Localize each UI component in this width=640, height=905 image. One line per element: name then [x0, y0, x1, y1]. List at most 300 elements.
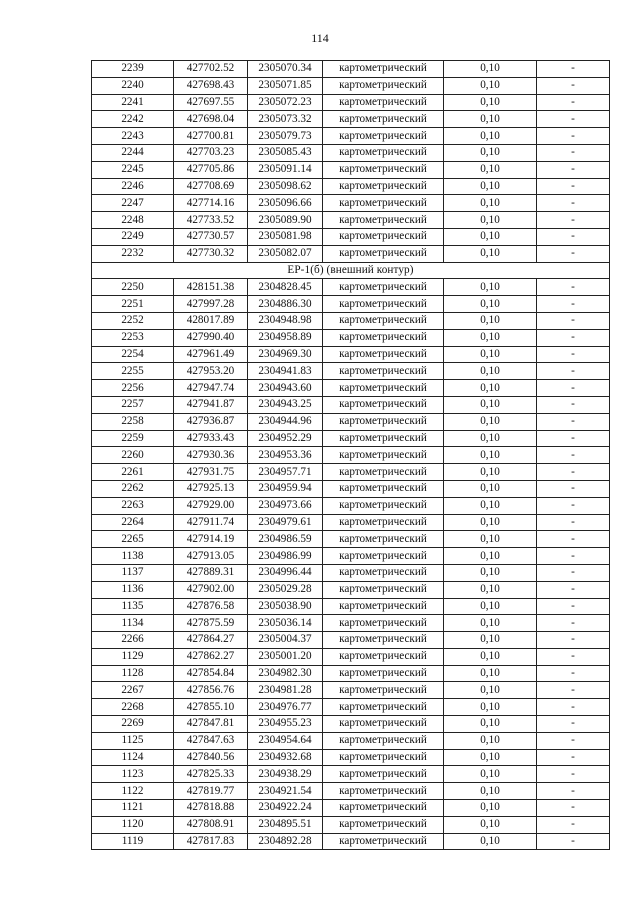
method-cell: картометрический	[323, 732, 444, 749]
point-number-cell: 2250	[92, 279, 174, 296]
table-row	[92, 514, 610, 531]
x-coordinate-cell: 427911.74	[174, 514, 248, 531]
accuracy-cell: 0,10	[444, 245, 537, 262]
y-coordinate-cell: 2305029.28	[248, 581, 323, 598]
table-row	[92, 632, 610, 649]
table-row	[92, 228, 610, 245]
point-number-cell: 2265	[92, 531, 174, 548]
method-cell: картометрический	[323, 531, 444, 548]
point-number-cell: 1128	[92, 665, 174, 682]
y-coordinate-cell: 2304921.54	[248, 783, 323, 800]
x-coordinate-cell: 427997.28	[174, 296, 248, 313]
accuracy-cell: 0,10	[444, 363, 537, 380]
note-cell: -	[537, 716, 610, 733]
method-cell: картометрический	[323, 648, 444, 665]
point-number-cell: 2249	[92, 228, 174, 245]
y-coordinate-cell: 2305079.73	[248, 128, 323, 145]
method-cell: картометрический	[323, 800, 444, 817]
section-header-row	[92, 262, 610, 279]
y-coordinate-cell: 2305004.37	[248, 632, 323, 649]
table-row	[92, 161, 610, 178]
y-coordinate-cell: 2304932.68	[248, 749, 323, 766]
note-cell: -	[537, 279, 610, 296]
y-coordinate-cell: 2305081.98	[248, 228, 323, 245]
table-row	[92, 296, 610, 313]
note-cell: -	[537, 464, 610, 481]
point-number-cell: 1122	[92, 783, 174, 800]
point-number-cell: 2259	[92, 430, 174, 447]
x-coordinate-cell: 427941.87	[174, 396, 248, 413]
x-coordinate-cell: 427854.84	[174, 665, 248, 682]
method-cell: картометрический	[323, 598, 444, 615]
note-cell: -	[537, 430, 610, 447]
table-row	[92, 581, 610, 598]
point-number-cell: 2251	[92, 296, 174, 313]
x-coordinate-cell: 427855.10	[174, 699, 248, 716]
y-coordinate-cell: 2305082.07	[248, 245, 323, 262]
y-coordinate-cell: 2304979.61	[248, 514, 323, 531]
note-cell: -	[537, 178, 610, 195]
accuracy-cell: 0,10	[444, 413, 537, 430]
method-cell: картометрический	[323, 413, 444, 430]
accuracy-cell: 0,10	[444, 480, 537, 497]
table-row	[92, 497, 610, 514]
x-coordinate-cell: 427947.74	[174, 380, 248, 397]
table-row	[92, 648, 610, 665]
accuracy-cell: 0,10	[444, 279, 537, 296]
table-row	[92, 312, 610, 329]
method-cell: картометрический	[323, 61, 444, 78]
point-number-cell: 1134	[92, 615, 174, 632]
note-cell: -	[537, 212, 610, 229]
x-coordinate-cell: 427925.13	[174, 480, 248, 497]
y-coordinate-cell: 2305085.43	[248, 144, 323, 161]
y-coordinate-cell: 2304828.45	[248, 279, 323, 296]
point-number-cell: 2244	[92, 144, 174, 161]
x-coordinate-cell: 427929.00	[174, 497, 248, 514]
x-coordinate-cell: 427930.36	[174, 447, 248, 464]
point-number-cell: 2243	[92, 128, 174, 145]
x-coordinate-cell: 427847.81	[174, 716, 248, 733]
table-row	[92, 346, 610, 363]
accuracy-cell: 0,10	[444, 682, 537, 699]
note-cell: -	[537, 732, 610, 749]
point-number-cell: 1138	[92, 548, 174, 565]
x-coordinate-cell: 427933.43	[174, 430, 248, 447]
y-coordinate-cell: 2305038.90	[248, 598, 323, 615]
note-cell: -	[537, 581, 610, 598]
point-number-cell: 2260	[92, 447, 174, 464]
accuracy-cell: 0,10	[444, 380, 537, 397]
note-cell: -	[537, 111, 610, 128]
y-coordinate-cell: 2304955.23	[248, 716, 323, 733]
x-coordinate-cell: 427703.23	[174, 144, 248, 161]
accuracy-cell: 0,10	[444, 430, 537, 447]
method-cell: картометрический	[323, 161, 444, 178]
table-row	[92, 329, 610, 346]
method-cell: картометрический	[323, 548, 444, 565]
point-number-cell: 2269	[92, 716, 174, 733]
x-coordinate-cell: 427953.20	[174, 363, 248, 380]
note-cell: -	[537, 564, 610, 581]
accuracy-cell: 0,10	[444, 766, 537, 783]
note-cell: -	[537, 548, 610, 565]
method-cell: картометрический	[323, 632, 444, 649]
note-cell: -	[537, 413, 610, 430]
point-number-cell: 2263	[92, 497, 174, 514]
note-cell: -	[537, 346, 610, 363]
point-number-cell: 2257	[92, 396, 174, 413]
note-cell: -	[537, 682, 610, 699]
point-number-cell: 2245	[92, 161, 174, 178]
note-cell: -	[537, 144, 610, 161]
accuracy-cell: 0,10	[444, 598, 537, 615]
note-cell: -	[537, 380, 610, 397]
table-row	[92, 732, 610, 749]
point-number-cell: 1119	[92, 833, 174, 850]
y-coordinate-cell: 2304981.28	[248, 682, 323, 699]
table-row	[92, 77, 610, 94]
y-coordinate-cell: 2305070.34	[248, 61, 323, 78]
method-cell: картометрический	[323, 430, 444, 447]
method-cell: картометрический	[323, 363, 444, 380]
x-coordinate-cell: 427856.76	[174, 682, 248, 699]
method-cell: картометрический	[323, 396, 444, 413]
accuracy-cell: 0,10	[444, 296, 537, 313]
accuracy-cell: 0,10	[444, 749, 537, 766]
table-row	[92, 531, 610, 548]
note-cell: -	[537, 329, 610, 346]
y-coordinate-cell: 2304969.30	[248, 346, 323, 363]
accuracy-cell: 0,10	[444, 161, 537, 178]
method-cell: картометрический	[323, 464, 444, 481]
accuracy-cell: 0,10	[444, 531, 537, 548]
note-cell: -	[537, 665, 610, 682]
x-coordinate-cell: 427840.56	[174, 749, 248, 766]
section-title: ЕР-1(б) (внешний контур)	[92, 262, 610, 279]
table-row	[92, 716, 610, 733]
x-coordinate-cell: 427847.63	[174, 732, 248, 749]
x-coordinate-cell: 427697.55	[174, 94, 248, 111]
table-row	[92, 363, 610, 380]
method-cell: картометрический	[323, 212, 444, 229]
x-coordinate-cell: 427705.86	[174, 161, 248, 178]
table-row	[92, 380, 610, 397]
table-row	[92, 61, 610, 78]
table-row	[92, 682, 610, 699]
table-row	[92, 464, 610, 481]
method-cell: картометрический	[323, 77, 444, 94]
method-cell: картометрический	[323, 128, 444, 145]
y-coordinate-cell: 2305098.62	[248, 178, 323, 195]
y-coordinate-cell: 2304943.25	[248, 396, 323, 413]
table-row	[92, 128, 610, 145]
accuracy-cell: 0,10	[444, 111, 537, 128]
note-cell: -	[537, 766, 610, 783]
point-number-cell: 1124	[92, 749, 174, 766]
y-coordinate-cell: 2304886.30	[248, 296, 323, 313]
note-cell: -	[537, 816, 610, 833]
accuracy-cell: 0,10	[444, 396, 537, 413]
point-number-cell: 2252	[92, 312, 174, 329]
x-coordinate-cell: 427700.81	[174, 128, 248, 145]
note-cell: -	[537, 161, 610, 178]
method-cell: картометрический	[323, 816, 444, 833]
table-row	[92, 615, 610, 632]
x-coordinate-cell: 427730.57	[174, 228, 248, 245]
note-cell: -	[537, 632, 610, 649]
method-cell: картометрический	[323, 329, 444, 346]
point-number-cell: 1125	[92, 732, 174, 749]
x-coordinate-cell: 427990.40	[174, 329, 248, 346]
point-number-cell: 2248	[92, 212, 174, 229]
table-row	[92, 749, 610, 766]
note-cell: -	[537, 312, 610, 329]
note-cell: -	[537, 228, 610, 245]
method-cell: картометрический	[323, 195, 444, 212]
y-coordinate-cell: 2304943.60	[248, 380, 323, 397]
accuracy-cell: 0,10	[444, 195, 537, 212]
y-coordinate-cell: 2305089.90	[248, 212, 323, 229]
accuracy-cell: 0,10	[444, 648, 537, 665]
method-cell: картометрический	[323, 94, 444, 111]
point-number-cell: 2253	[92, 329, 174, 346]
table-row	[92, 447, 610, 464]
y-coordinate-cell: 2304948.98	[248, 312, 323, 329]
point-number-cell: 2267	[92, 682, 174, 699]
table-row	[92, 598, 610, 615]
note-cell: -	[537, 699, 610, 716]
table-row	[92, 94, 610, 111]
x-coordinate-cell: 427733.52	[174, 212, 248, 229]
method-cell: картометрический	[323, 581, 444, 598]
x-coordinate-cell: 427702.52	[174, 61, 248, 78]
y-coordinate-cell: 2304986.99	[248, 548, 323, 565]
accuracy-cell: 0,10	[444, 581, 537, 598]
note-cell: -	[537, 128, 610, 145]
method-cell: картометрический	[323, 749, 444, 766]
method-cell: картометрический	[323, 447, 444, 464]
accuracy-cell: 0,10	[444, 346, 537, 363]
note-cell: -	[537, 648, 610, 665]
y-coordinate-cell: 2304895.51	[248, 816, 323, 833]
note-cell: -	[537, 833, 610, 850]
y-coordinate-cell: 2304976.77	[248, 699, 323, 716]
point-number-cell: 2241	[92, 94, 174, 111]
method-cell: картометрический	[323, 699, 444, 716]
method-cell: картометрический	[323, 833, 444, 850]
accuracy-cell: 0,10	[444, 94, 537, 111]
point-number-cell: 1123	[92, 766, 174, 783]
accuracy-cell: 0,10	[444, 312, 537, 329]
y-coordinate-cell: 2304973.66	[248, 497, 323, 514]
accuracy-cell: 0,10	[444, 61, 537, 78]
table-row	[92, 430, 610, 447]
accuracy-cell: 0,10	[444, 464, 537, 481]
method-cell: картометрический	[323, 178, 444, 195]
method-cell: картометрический	[323, 783, 444, 800]
y-coordinate-cell: 2304954.64	[248, 732, 323, 749]
point-number-cell: 2266	[92, 632, 174, 649]
point-number-cell: 1121	[92, 800, 174, 817]
x-coordinate-cell: 427819.77	[174, 783, 248, 800]
x-coordinate-cell: 427808.91	[174, 816, 248, 833]
x-coordinate-cell: 427931.75	[174, 464, 248, 481]
y-coordinate-cell: 2304922.24	[248, 800, 323, 817]
accuracy-cell: 0,10	[444, 699, 537, 716]
point-number-cell: 2232	[92, 245, 174, 262]
y-coordinate-cell: 2305072.23	[248, 94, 323, 111]
note-cell: -	[537, 480, 610, 497]
method-cell: картометрический	[323, 279, 444, 296]
accuracy-cell: 0,10	[444, 144, 537, 161]
accuracy-cell: 0,10	[444, 497, 537, 514]
table-row	[92, 548, 610, 565]
table-row	[92, 144, 610, 161]
y-coordinate-cell: 2304958.89	[248, 329, 323, 346]
x-coordinate-cell: 427698.43	[174, 77, 248, 94]
accuracy-cell: 0,10	[444, 212, 537, 229]
point-number-cell: 1120	[92, 816, 174, 833]
table-row	[92, 766, 610, 783]
y-coordinate-cell: 2304944.96	[248, 413, 323, 430]
point-number-cell: 2242	[92, 111, 174, 128]
method-cell: картометрический	[323, 380, 444, 397]
accuracy-cell: 0,10	[444, 732, 537, 749]
y-coordinate-cell: 2305091.14	[248, 161, 323, 178]
method-cell: картометрический	[323, 296, 444, 313]
point-number-cell: 1129	[92, 648, 174, 665]
method-cell: картометрический	[323, 346, 444, 363]
point-number-cell: 2256	[92, 380, 174, 397]
x-coordinate-cell: 427936.87	[174, 413, 248, 430]
accuracy-cell: 0,10	[444, 178, 537, 195]
accuracy-cell: 0,10	[444, 632, 537, 649]
table-row	[92, 245, 610, 262]
accuracy-cell: 0,10	[444, 447, 537, 464]
table-row	[92, 699, 610, 716]
point-number-cell: 2264	[92, 514, 174, 531]
table-row	[92, 564, 610, 581]
y-coordinate-cell: 2305036.14	[248, 615, 323, 632]
y-coordinate-cell: 2304952.29	[248, 430, 323, 447]
y-coordinate-cell: 2304959.94	[248, 480, 323, 497]
table-row	[92, 178, 610, 195]
accuracy-cell: 0,10	[444, 128, 537, 145]
x-coordinate-cell: 427875.59	[174, 615, 248, 632]
method-cell: картометрический	[323, 766, 444, 783]
note-cell: -	[537, 749, 610, 766]
accuracy-cell: 0,10	[444, 800, 537, 817]
x-coordinate-cell: 428151.38	[174, 279, 248, 296]
note-cell: -	[537, 245, 610, 262]
y-coordinate-cell: 2304986.59	[248, 531, 323, 548]
accuracy-cell: 0,10	[444, 548, 537, 565]
y-coordinate-cell: 2304996.44	[248, 564, 323, 581]
accuracy-cell: 0,10	[444, 716, 537, 733]
x-coordinate-cell: 427961.49	[174, 346, 248, 363]
accuracy-cell: 0,10	[444, 77, 537, 94]
method-cell: картометрический	[323, 228, 444, 245]
table-row	[92, 665, 610, 682]
note-cell: -	[537, 447, 610, 464]
method-cell: картометрический	[323, 564, 444, 581]
coordinates-table-body	[92, 61, 610, 850]
point-number-cell: 1135	[92, 598, 174, 615]
note-cell: -	[537, 783, 610, 800]
point-number-cell: 2254	[92, 346, 174, 363]
note-cell: -	[537, 61, 610, 78]
note-cell: -	[537, 363, 610, 380]
note-cell: -	[537, 195, 610, 212]
accuracy-cell: 0,10	[444, 833, 537, 850]
x-coordinate-cell: 427825.33	[174, 766, 248, 783]
accuracy-cell: 0,10	[444, 783, 537, 800]
point-number-cell: 2255	[92, 363, 174, 380]
accuracy-cell: 0,10	[444, 329, 537, 346]
method-cell: картометрический	[323, 497, 444, 514]
y-coordinate-cell: 2305096.66	[248, 195, 323, 212]
table-row	[92, 816, 610, 833]
table-row	[92, 279, 610, 296]
method-cell: картометрический	[323, 514, 444, 531]
x-coordinate-cell: 427913.05	[174, 548, 248, 565]
method-cell: картометрический	[323, 716, 444, 733]
method-cell: картометрический	[323, 245, 444, 262]
x-coordinate-cell: 427730.32	[174, 245, 248, 262]
y-coordinate-cell: 2305073.32	[248, 111, 323, 128]
point-number-cell: 1137	[92, 564, 174, 581]
method-cell: картометрический	[323, 665, 444, 682]
table-row	[92, 413, 610, 430]
point-number-cell: 2262	[92, 480, 174, 497]
method-cell: картометрический	[323, 111, 444, 128]
y-coordinate-cell: 2304941.83	[248, 363, 323, 380]
y-coordinate-cell: 2304953.36	[248, 447, 323, 464]
y-coordinate-cell: 2304892.28	[248, 833, 323, 850]
x-coordinate-cell: 427902.00	[174, 581, 248, 598]
x-coordinate-cell: 427708.69	[174, 178, 248, 195]
method-cell: картометрический	[323, 682, 444, 699]
point-number-cell: 2247	[92, 195, 174, 212]
x-coordinate-cell: 427914.19	[174, 531, 248, 548]
accuracy-cell: 0,10	[444, 228, 537, 245]
y-coordinate-cell: 2304957.71	[248, 464, 323, 481]
x-coordinate-cell: 427698.04	[174, 111, 248, 128]
accuracy-cell: 0,10	[444, 615, 537, 632]
point-number-cell: 1136	[92, 581, 174, 598]
method-cell: картометрический	[323, 144, 444, 161]
x-coordinate-cell: 427714.16	[174, 195, 248, 212]
page-number: 114	[311, 31, 329, 45]
x-coordinate-cell: 427817.83	[174, 833, 248, 850]
point-number-cell: 2268	[92, 699, 174, 716]
table-row	[92, 396, 610, 413]
x-coordinate-cell: 427818.88	[174, 800, 248, 817]
x-coordinate-cell: 427862.27	[174, 648, 248, 665]
y-coordinate-cell: 2305071.85	[248, 77, 323, 94]
method-cell: картометрический	[323, 480, 444, 497]
table-row	[92, 783, 610, 800]
note-cell: -	[537, 77, 610, 94]
note-cell: -	[537, 514, 610, 531]
x-coordinate-cell: 427889.31	[174, 564, 248, 581]
point-number-cell: 2258	[92, 413, 174, 430]
note-cell: -	[537, 800, 610, 817]
coordinates-table	[91, 60, 610, 850]
note-cell: -	[537, 497, 610, 514]
table-row	[92, 111, 610, 128]
